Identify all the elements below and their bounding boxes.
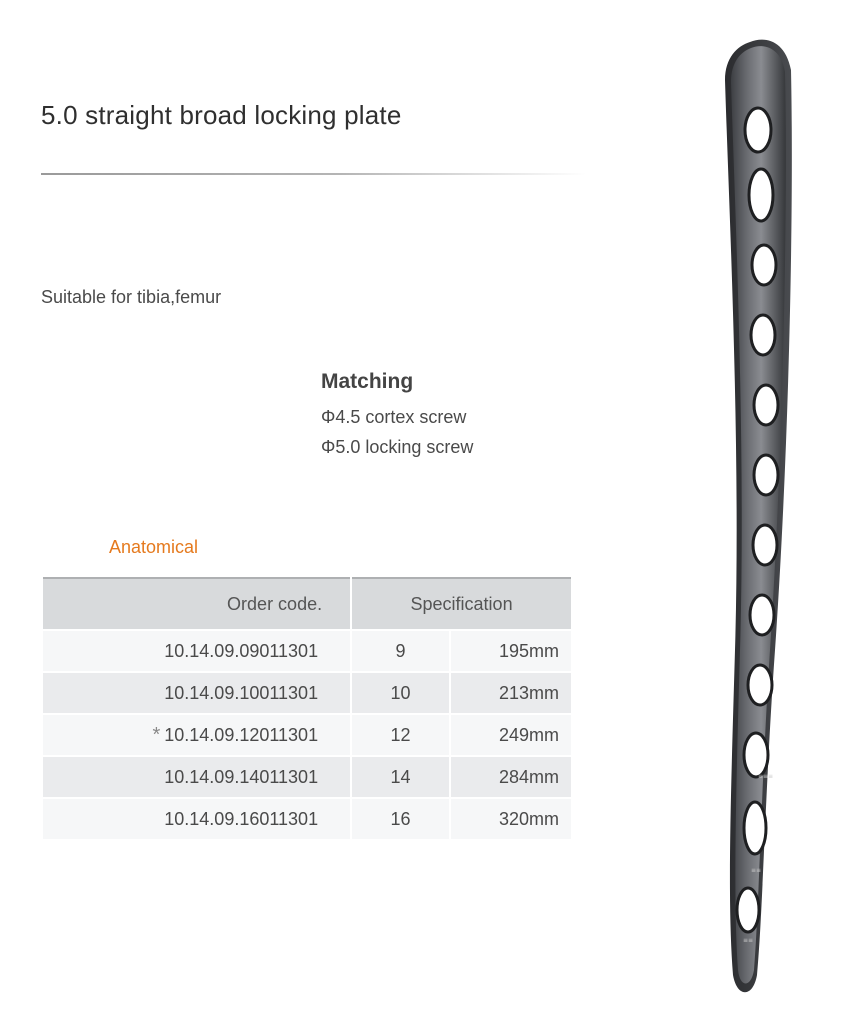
length-cell: 213mm	[450, 672, 571, 714]
order-code-cell	[43, 714, 351, 756]
header-order-code: Order code.	[43, 578, 351, 630]
order-code: 10.14.09.10011301	[164, 682, 319, 703]
table-row	[43, 798, 571, 839]
matching-item: Φ5.0 locking screw	[321, 437, 474, 457]
hole-count-cell: 10	[351, 672, 450, 714]
plate-engraving: ≡≡	[751, 867, 762, 874]
hole-count-cell: 16	[351, 798, 450, 839]
hole-count-cell: 14	[351, 756, 450, 798]
length-cell: 320mm	[450, 798, 571, 839]
order-code-cell	[43, 672, 351, 714]
length-cell: 249mm	[450, 714, 571, 756]
order-code: 10.14.09.16011301	[164, 808, 319, 829]
length-cell: 195mm	[450, 630, 571, 672]
plate-hole	[750, 595, 774, 635]
matching-title: Matching	[321, 370, 414, 393]
plate-hole	[745, 108, 771, 152]
order-code-cell	[43, 798, 351, 839]
plate-engraving: ≡≡	[743, 937, 754, 944]
locking-plate-image	[695, 30, 815, 1005]
table-header-row	[43, 578, 571, 630]
plate-hole	[737, 888, 759, 932]
order-code-cell	[43, 630, 351, 672]
matching-item: Φ4.5 cortex screw	[321, 407, 467, 427]
order-code: 10.14.09.12011301	[164, 724, 319, 745]
plate-hole	[753, 525, 777, 565]
matching-section	[321, 370, 473, 462]
length-cell: 284mm	[450, 756, 571, 798]
table-row	[43, 756, 571, 798]
star-marker: *	[152, 723, 161, 746]
spec-table	[43, 577, 571, 839]
plate-hole	[751, 315, 775, 355]
page-title: 5.0 straight broad locking plate	[41, 100, 402, 130]
plate-hole	[752, 245, 776, 285]
category-label: Anatomical	[109, 537, 199, 557]
plate-hole	[744, 733, 768, 777]
hole-count-cell: 12	[351, 714, 450, 756]
order-code: 10.14.09.14011301	[164, 766, 319, 787]
product-subtitle: Suitable for tibia,femur	[41, 287, 222, 307]
plate-hole	[744, 802, 766, 854]
plate-illustration	[695, 30, 815, 1005]
table-row	[43, 714, 571, 756]
plate-hole	[754, 385, 778, 425]
plate-hole	[748, 665, 772, 705]
table-row	[43, 630, 571, 672]
header-specification: Specification	[351, 578, 571, 630]
order-code-cell	[43, 756, 351, 798]
hole-count-cell: 9	[351, 630, 450, 672]
plate-hole	[749, 169, 773, 221]
plate-hole	[754, 455, 778, 495]
title-divider	[41, 173, 586, 175]
plate-engraving: ≡≡≡	[758, 773, 774, 780]
order-code: 10.14.09.09011301	[164, 640, 319, 661]
table-row	[43, 672, 571, 714]
